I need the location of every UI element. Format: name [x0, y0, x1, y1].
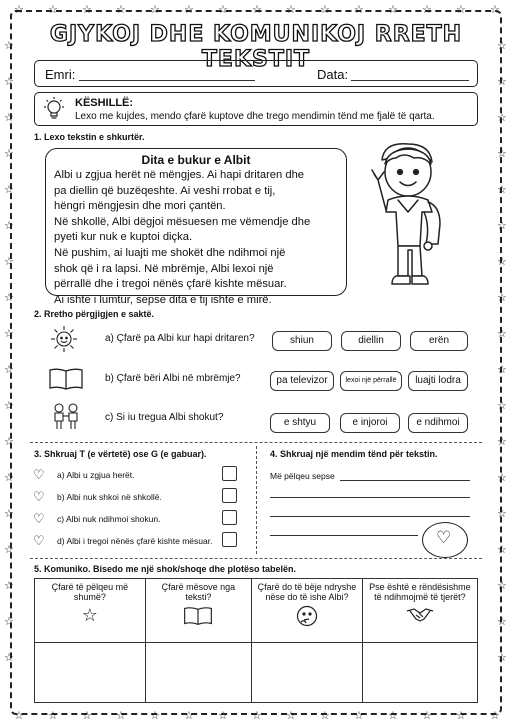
border-star-icon: ☆ — [4, 543, 14, 556]
handshake-icon — [406, 605, 434, 625]
answer-option[interactable]: pa televizor — [270, 371, 334, 391]
border-star-icon: ☆ — [4, 183, 14, 196]
answer-option[interactable]: e shtyu — [270, 413, 330, 433]
name-field[interactable] — [79, 80, 255, 81]
tip-text: Lexo me kujdes, mendo çfarë kuptove dhe trego mendimin tënd me fjalë të qarta. — [75, 111, 435, 122]
story-line: pa diellin që buzëqeshte. Ai veshi rrobat e tij, — [54, 184, 276, 197]
border-star-icon: ☆ — [184, 709, 194, 722]
border-star-icon: ☆ — [497, 651, 507, 664]
heart-icon: ♡ — [33, 467, 45, 482]
border-star-icon: ☆ — [14, 709, 24, 722]
border-star-icon: ☆ — [4, 399, 14, 412]
story-line: pyeti kur nuk e kuptoi diçka. — [54, 231, 193, 244]
statement-b: b) Albi nuk shkoi në shkollë. — [57, 492, 162, 502]
heart-icon: ♡ — [33, 533, 45, 548]
answer-option[interactable]: lexoi një përrallë — [340, 371, 402, 391]
border-star-icon: ☆ — [4, 435, 14, 448]
column-question: Çfarë të pëlqeu më shumë? — [51, 582, 129, 602]
story-box — [45, 148, 347, 306]
answer-option[interactable]: luajti lodra — [408, 371, 468, 391]
border-star-icon: ☆ — [497, 291, 507, 304]
writing-line[interactable] — [270, 516, 470, 517]
border-star-icon: ☆ — [354, 3, 364, 16]
border-star-icon: ☆ — [422, 709, 432, 722]
answer-option[interactable]: e ndihmoi — [408, 413, 468, 433]
border-star-icon: ☆ — [497, 507, 507, 520]
question-a: a) Çfarë pa Albi kur hapi dritaren? — [105, 333, 255, 344]
answer-box[interactable] — [222, 510, 237, 525]
border-star-icon: ☆ — [422, 3, 432, 16]
border-star-icon: ☆ — [497, 399, 507, 412]
border-star-icon: ☆ — [48, 709, 58, 722]
section1-heading: 1. Lexo tekstin e shkurtër. — [34, 132, 145, 142]
border-star-icon: ☆ — [150, 3, 160, 16]
border-star-icon: ☆ — [497, 75, 507, 88]
answer-cell[interactable] — [35, 643, 146, 703]
border-star-icon: ☆ — [497, 147, 507, 160]
worksheet-title: GJYKOJ DHE KOMUNIKOJ RRETH TEKSTIT — [49, 22, 463, 72]
answer-box[interactable] — [222, 466, 237, 481]
story-line: hëngri mëngjesin dhe mori çantën. — [54, 200, 226, 213]
star-icon: ☆ — [81, 605, 98, 626]
border-star-icon: ☆ — [4, 651, 14, 664]
border-star-icon: ☆ — [320, 3, 330, 16]
border-star-icon: ☆ — [4, 507, 14, 520]
border-star-icon: ☆ — [4, 579, 14, 592]
section3-heading: 3. Shkruaj T (e vërtetë) ose G (e gabuar). — [34, 449, 207, 459]
story-line: shok që i ra lapsi. Në mbrëmje, Albi lexoi një — [54, 262, 274, 275]
book-icon — [48, 367, 84, 391]
statement-d: d) Albi i tregoi nënës çfarë kishte mësuar. — [57, 536, 213, 546]
answer-option[interactable]: e injoroi — [340, 413, 400, 433]
writing-line[interactable] — [270, 497, 470, 498]
story-line: Në shkollë, Albi dëgjoi mësuesen me vëmendje dhe — [54, 215, 311, 228]
border-star-icon: ☆ — [82, 3, 92, 16]
column-question: Pse është e rëndësishme të ndihmojmë të tjerët? — [369, 582, 471, 602]
section2-heading: 2. Rretho përgjigjen e saktë. — [34, 309, 155, 319]
sun-icon — [50, 325, 78, 353]
border-star-icon: ☆ — [218, 3, 228, 16]
name-label: Emri: — [45, 67, 76, 82]
opinion-starter: Më pëlqeu sepse — [270, 471, 335, 481]
border-star-icon: ☆ — [497, 219, 507, 232]
table-header-cell — [252, 579, 363, 643]
book-icon — [183, 606, 213, 626]
answer-cell[interactable] — [145, 643, 251, 703]
table-header-cell — [35, 579, 146, 643]
section4-heading: 4. Shkruaj një mendim tënd për tekstin. — [270, 449, 438, 459]
discussion-table — [34, 578, 478, 703]
story-line: përrallë dhe i tregoi nënës çfarë kishte mësuar. — [54, 278, 287, 291]
border-star-icon: ☆ — [4, 219, 14, 232]
story-title: Dita e bukur e Albit — [141, 153, 251, 167]
tip-heading: KËSHILLË: — [75, 97, 134, 109]
question-c: c) Si iu tregua Albi shokut? — [105, 412, 224, 423]
border-star-icon: ☆ — [4, 147, 14, 160]
speech-bubble-heart-icon — [422, 522, 468, 558]
border-star-icon: ☆ — [388, 709, 398, 722]
border-star-icon: ☆ — [490, 3, 500, 16]
border-star-icon: ☆ — [252, 709, 262, 722]
border-star-icon: ☆ — [82, 709, 92, 722]
border-star-icon: ☆ — [456, 709, 466, 722]
border-star-icon: ☆ — [116, 709, 126, 722]
statement-a: a) Albi u zgjua herët. — [57, 470, 135, 480]
story-line: Në pushim, ai luajti me shokët dhe ndihmoi një — [54, 246, 286, 259]
border-star-icon: ☆ — [4, 291, 14, 304]
border-star-icon: ☆ — [4, 255, 14, 268]
border-star-icon: ☆ — [497, 435, 507, 448]
date-label: Data: — [317, 67, 349, 82]
border-star-icon: ☆ — [490, 709, 500, 722]
border-star-icon: ☆ — [4, 363, 14, 376]
column-question: Çfarë do të bëje ndryshe nëse do të ishe Albi? — [257, 582, 357, 602]
question-b: b) Çfarë bëri Albi në mbrëmje? — [105, 373, 241, 384]
border-star-icon: ☆ — [497, 363, 507, 376]
answer-cell[interactable] — [362, 643, 477, 703]
border-star-icon: ☆ — [4, 75, 14, 88]
border-star-icon: ☆ — [497, 579, 507, 592]
table-header-cell — [145, 579, 251, 643]
border-star-icon: ☆ — [4, 327, 14, 340]
heart-icon: ♡ — [436, 528, 452, 547]
answer-cell[interactable] — [252, 643, 363, 703]
date-field[interactable] — [351, 80, 469, 81]
border-star-icon: ☆ — [48, 3, 58, 16]
border-star-icon: ☆ — [4, 111, 14, 124]
border-star-icon: ☆ — [4, 39, 14, 52]
children-icon — [50, 402, 82, 430]
border-star-icon: ☆ — [14, 3, 24, 16]
border-star-icon: ☆ — [286, 3, 296, 16]
table-header-cell — [362, 579, 477, 643]
section-divider — [30, 558, 482, 559]
border-star-icon: ☆ — [456, 3, 466, 16]
lightbulb-icon — [41, 96, 67, 123]
answer-option[interactable]: erën — [410, 331, 468, 351]
column-question: Çfarë mësove nga teksti? — [161, 582, 236, 602]
border-star-icon: ☆ — [497, 39, 507, 52]
writing-line[interactable] — [340, 480, 470, 481]
writing-line[interactable] — [270, 535, 418, 536]
border-star-icon: ☆ — [388, 3, 398, 16]
answer-box[interactable] — [222, 532, 237, 547]
border-star-icon: ☆ — [4, 615, 14, 628]
tip-box — [34, 92, 478, 126]
border-star-icon: ☆ — [286, 709, 296, 722]
thinking-face-icon — [296, 605, 318, 627]
border-star-icon: ☆ — [218, 709, 228, 722]
section-divider — [256, 446, 257, 554]
border-star-icon: ☆ — [497, 183, 507, 196]
boy-illustration — [368, 140, 460, 298]
border-star-icon: ☆ — [320, 709, 330, 722]
border-star-icon: ☆ — [497, 615, 507, 628]
border-star-icon: ☆ — [497, 111, 507, 124]
border-star-icon: ☆ — [116, 3, 126, 16]
story-line: Albi u zgjua herët në mëngjes. Ai hapi dritaren dhe — [54, 169, 305, 181]
border-star-icon: ☆ — [354, 709, 364, 722]
statement-c: c) Albi nuk ndihmoi shokun. — [57, 514, 161, 524]
border-star-icon: ☆ — [252, 3, 262, 16]
section-divider — [30, 442, 482, 443]
border-star-icon: ☆ — [497, 255, 507, 268]
heart-icon: ♡ — [33, 489, 45, 504]
border-star-icon: ☆ — [497, 327, 507, 340]
section5-heading: 5. Komuniko. Bisedo me një shok/shoqe dhe plotëso tabelën. — [34, 564, 297, 574]
story-line: Ai ishte i lumtur, sepse dita e tij ishte e mirë. — [54, 293, 272, 306]
border-star-icon: ☆ — [4, 471, 14, 484]
answer-option[interactable]: shiun — [272, 331, 332, 351]
border-star-icon: ☆ — [184, 3, 194, 16]
heart-icon: ♡ — [33, 511, 45, 526]
border-star-icon: ☆ — [497, 543, 507, 556]
border-star-icon: ☆ — [150, 709, 160, 722]
answer-option[interactable]: diellin — [341, 331, 401, 351]
answer-box[interactable] — [222, 488, 237, 503]
name-date-box — [34, 60, 478, 87]
border-star-icon: ☆ — [497, 471, 507, 484]
